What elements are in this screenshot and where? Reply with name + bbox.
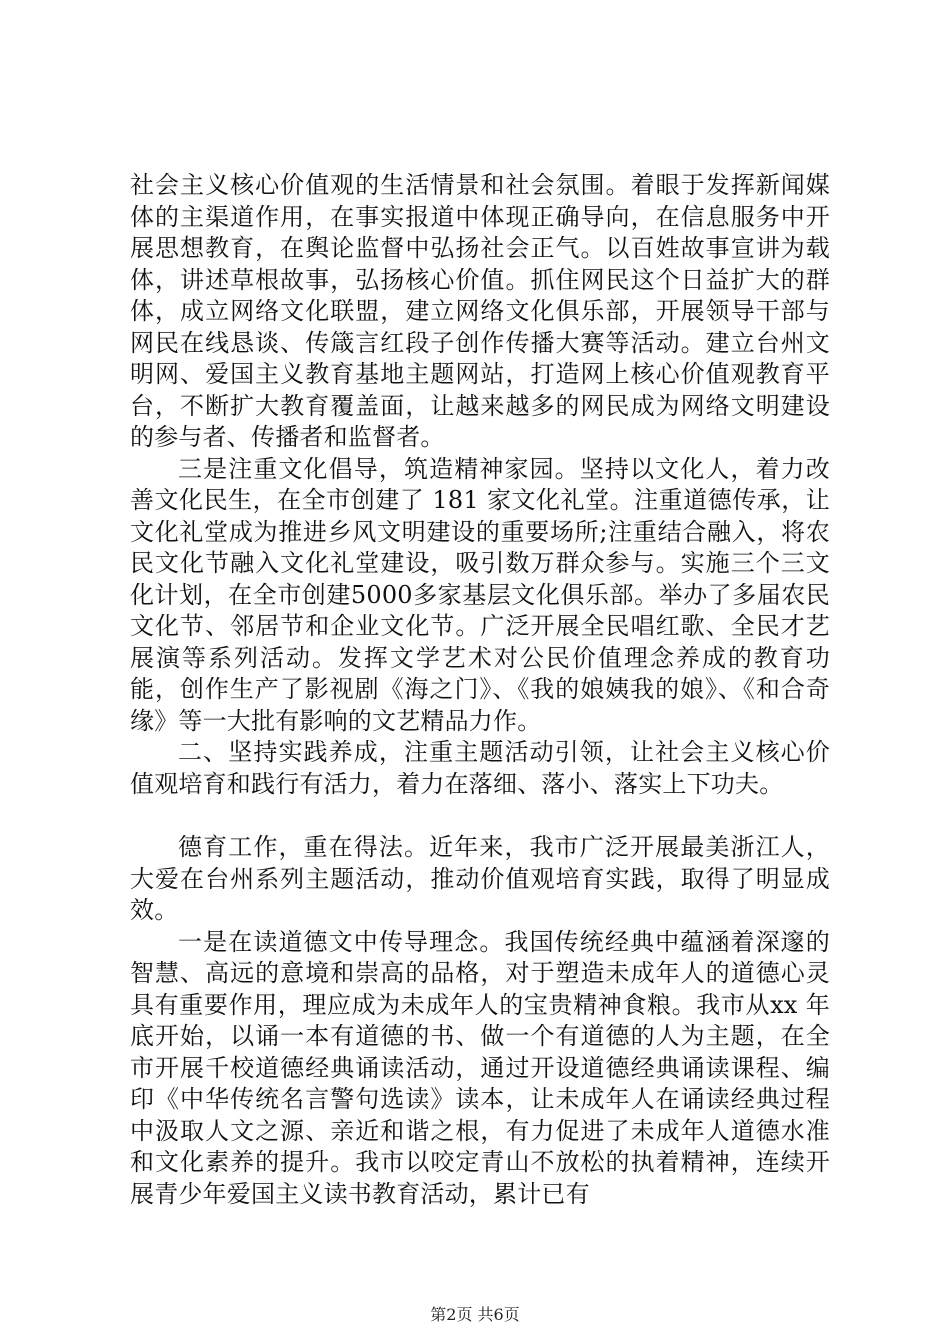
paragraph-continued: 社会主义核心价值观的生活情景和社会氛围。着眼于发挥新闻媒体的主渠道作用，在事实报道中体现正确导向，在信息服务中开展思想教育，在舆论监督中弘扬社会正气。以百姓故事宣讲为载体，讲述草根故事，弘扬核心价值。抓住网民这个日益扩大的群体，成立网络文化联盟，建立网络文化俱乐部，开展领导干部与网民在线恳谈、传箴言红段子创作传播大赛等活动。建立台州文明网、爱国主义教育基地主题网站，打造网上核心价值观教育平台，不断扩大教育覆盖面，让越来越多的网民成为网络文明建设的参与者、传播者和监督者。 xyxy=(130,171,830,451)
paragraph-reading: 一是在读道德文中传导理念。我国传统经典中蕴涵着深邃的智慧、高远的意境和崇高的品格，对于塑造未成年人的道德心灵具有重要作用，理应成为未成年人的宝贵精神食粮。我市从xx 年底开始，以诵一本有道德的书、做一个有道德的人为主题，在全市开展千校道德经典诵读活动，通过开设道德经典诵读课程、编印《中华传统名言警句选读》读本，让未成年人在诵读经典过程中汲取人文之源、亲近和谐之根，有力促进了未成年人道德水准和文化素养的提升。我市以咬定青山不放松的执着精神，连续开展青少年爱国主义读书教育活动，累计已有 xyxy=(130,927,830,1208)
paragraph-spacer xyxy=(130,800,830,832)
paragraph-culture: 三是注重文化倡导，筑造精神家园。坚持以文化人，着力改善文化民生，在全市创建了 181 家文化礼堂。注重道德传承，让文化礼堂成为推进乡风文明建设的重要场所;注重结合融入，将农民文化节融入文化礼堂建设，吸引数万群众参与。实施三个三文化计划，在全市创建5000多家基层文化俱乐部。举办了多届农民文化节、邻居节和企业文化节。广泛开展全民唱红歌、全民才艺展演等系列活动。发挥文学艺术对公民价值理念养成的教育功能，创作生产了影视剧《海之门》、《我的娘姨我的娘》、《和合奇缘》等一大批有影响的文艺精品力作。 xyxy=(130,454,830,735)
document-body xyxy=(130,170,830,1210)
paragraph-section-heading: 二、坚持实践养成，注重主题活动引领，让社会主义核心价值观培育和践行有活力，着力在落细、落小、落实上下功夫。 xyxy=(130,738,830,798)
page-footer: 第2页 共6页 xyxy=(430,1305,520,1324)
paragraph-moral-education: 德育工作，重在得法。近年来，我市广泛开展最美浙江人，大爱在台州系列主题活动，推动价值观培育实践，取得了明显成效。 xyxy=(130,833,830,924)
